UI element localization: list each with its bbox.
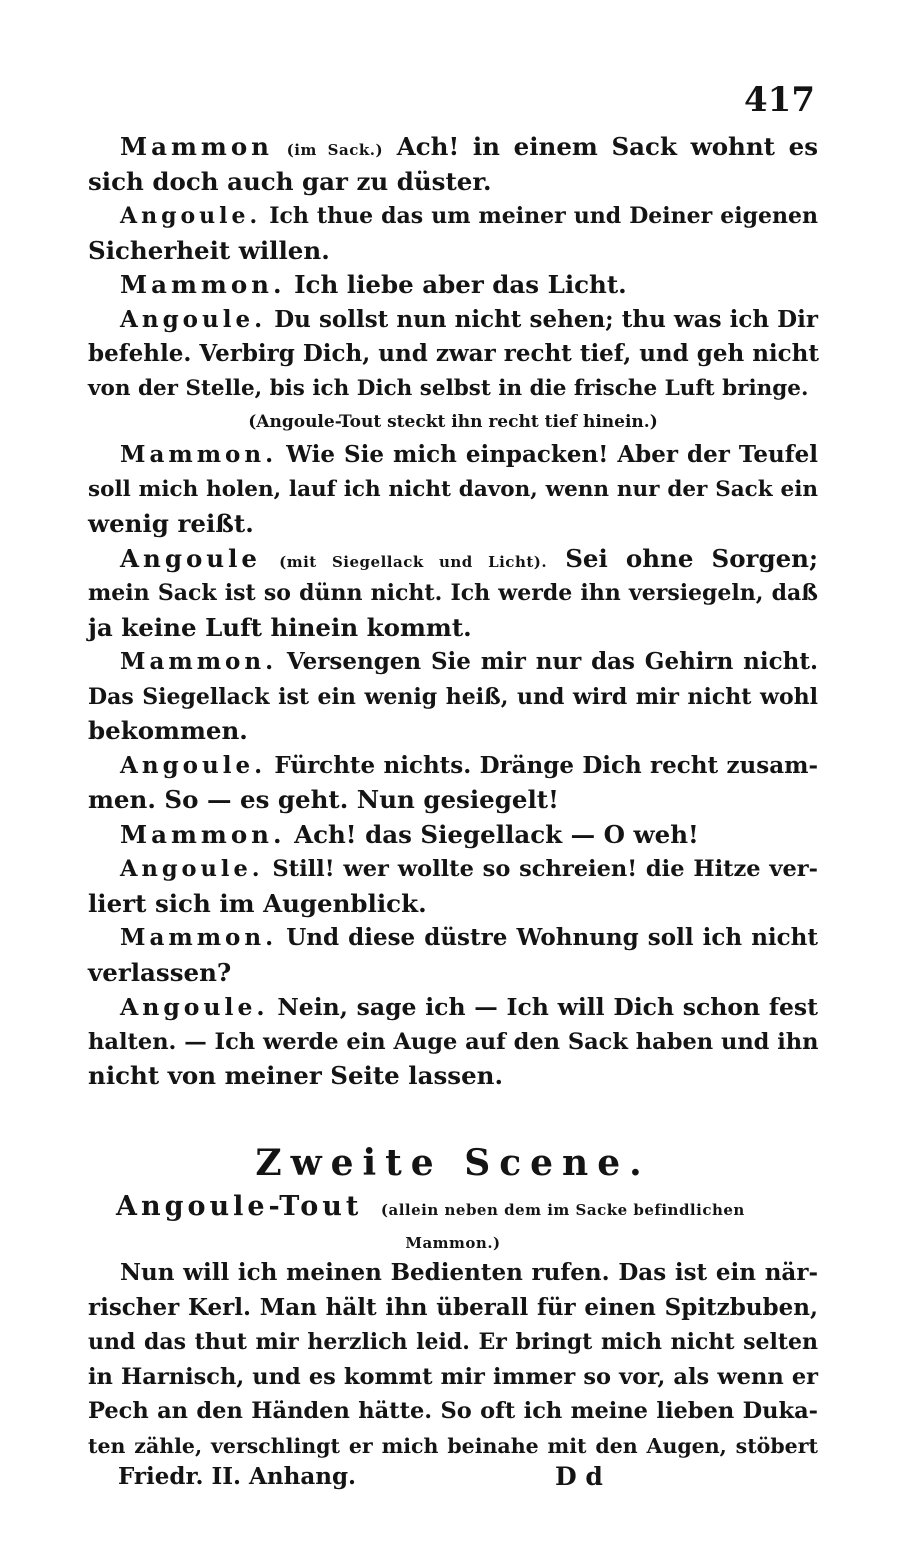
line-text: liert sich im Augenblick.	[88, 888, 427, 918]
dialogue-line	[88, 130, 818, 165]
line-text: men. So — es geht. Nun gesiegelt!	[88, 785, 559, 814]
continuation-line	[88, 576, 818, 611]
speaker-name: Mammon.	[120, 270, 286, 299]
line-text: Wie Sie mich einpacken! Aber der Teufel	[286, 441, 819, 468]
line-text: verlassen?	[88, 957, 232, 987]
line-text: Pech an den Händen hätte. So oft ich meine lieben Duka-	[88, 1398, 818, 1424]
stage-direction	[88, 406, 818, 438]
scene-heading-name: Angoule-Tout	[116, 1190, 363, 1222]
speaker-name: Mammon.	[120, 819, 286, 849]
line-text: rischer Kerl. Man hält ihn überall für einen Spitzbuben,	[88, 1293, 818, 1321]
speaker-name: Angoule.	[120, 203, 262, 229]
stage-note: (im Sack.)	[286, 141, 384, 159]
section-gap	[88, 1094, 818, 1136]
speaker-name: Angoule.	[120, 856, 264, 882]
line-text: ten zähle, verschlingt er mich beinahe mit den Augen, stöbert	[88, 1433, 818, 1458]
scene-title: Zweite Scene.	[255, 1141, 651, 1184]
line-text: Das Siegellack ist ein wenig heiß, und wird mir nicht wohl	[88, 683, 818, 710]
line-text: in Harnisch, und es kommt mir immer so vor, als wenn er	[88, 1363, 818, 1390]
line-text: soll mich holen, lauf ich nicht davon, wenn nur der Sack ein	[88, 476, 818, 502]
line-text: bekommen.	[88, 716, 248, 745]
line-text: Und diese düstre Wohnung soll ich nicht	[286, 924, 819, 951]
dialogue-line	[88, 921, 818, 956]
page-number: 417	[744, 80, 815, 120]
line-text: ja keine Luft hinein kommt.	[88, 612, 472, 642]
line-text: Still! wer wollte so schreien! die Hitze ver-	[272, 856, 818, 882]
continuation-line	[88, 611, 818, 646]
dialogue-line	[88, 303, 818, 338]
scene-text	[88, 1256, 818, 1463]
line-text: und das thut mir herzlich leid. Er bringt mich nicht selten	[88, 1329, 818, 1355]
dialogue-line	[88, 990, 818, 1025]
prose-line	[88, 1291, 818, 1326]
prose-line	[88, 1360, 818, 1395]
speaker-name: Mammon.	[120, 924, 278, 951]
continuation-line	[88, 1025, 818, 1060]
line-text: Ich thue das um meiner und Deiner eigenen	[269, 203, 818, 229]
continuation-line	[88, 165, 818, 200]
scene-heading-note-2: Mammon.)	[405, 1234, 501, 1252]
page-footer	[118, 1457, 818, 1497]
dialogue-line	[88, 852, 818, 887]
continuation-line	[88, 234, 818, 269]
speaker-name: Angoule.	[120, 305, 267, 333]
speaker-name: Angoule	[120, 543, 262, 573]
dialogue-line	[88, 268, 818, 303]
line-text: halten. — Ich werde ein Auge auf den Sack haben und ihn	[88, 1028, 819, 1055]
line-text: Nun will ich meinen Bedienten rufen. Das ist ein när-	[120, 1259, 818, 1286]
speaker-name: Mammon	[120, 132, 273, 161]
continuation-line	[88, 1059, 818, 1094]
prose-line	[88, 1394, 818, 1429]
line-text: Nein, sage ich — Ich will Dich schon fest	[277, 993, 819, 1021]
line-text: sich doch auch gar zu düster.	[88, 166, 492, 196]
line-text: Ach! in einem Sack wohnt es	[396, 132, 819, 161]
continuation-line	[88, 507, 818, 542]
speaker-name: Angoule.	[120, 751, 267, 779]
continuation-line	[88, 783, 818, 818]
speaker-name: Mammon.	[120, 648, 278, 675]
stage-note: (mit Siegellack und Licht).	[279, 552, 548, 571]
line-text: von der Stelle, bis ich Dich selbst in die frische Luft bringe.	[88, 375, 809, 401]
continuation-line	[88, 372, 818, 407]
continuation-line	[88, 887, 818, 922]
line-text: Sei ohne Sorgen;	[565, 543, 819, 573]
scene-heading-cont	[88, 1224, 818, 1256]
sheet-mark: D d	[555, 1462, 603, 1491]
dialogue-line	[88, 199, 818, 234]
dialogue-line	[88, 818, 818, 853]
line-text: Fürchte nichts. Dränge Dich recht zusam-	[274, 751, 818, 779]
line-text: wenig reißt.	[88, 509, 254, 538]
dialogue-line	[88, 542, 818, 577]
dialogue-line	[88, 749, 818, 784]
speaker-name: Mammon.	[120, 441, 278, 468]
line-text: befehle. Verbirg Dich, und zwar recht tief, und geh nicht	[88, 340, 820, 367]
stage-direction-text: (Angoule-Tout steckt ihn recht tief hinein.)	[248, 412, 658, 432]
dialogue-line	[88, 645, 818, 680]
line-text: Versengen Sie mir nur das Gehirn nicht.	[286, 648, 818, 675]
prose-line	[88, 1325, 818, 1360]
line-text: mein Sack ist so dünn nicht. Ich werde ihn versiegeln, daß	[88, 580, 818, 606]
continuation-line	[88, 956, 818, 991]
dialogue-section	[88, 130, 818, 1094]
line-text: Sicherheit willen.	[88, 235, 330, 265]
line-text: Du sollst nun nicht sehen; thu was ich Dir	[274, 305, 818, 333]
page-body	[88, 130, 818, 1463]
continuation-line	[88, 714, 818, 749]
scene-heading	[88, 1190, 818, 1225]
line-text: nicht von meiner Seite lassen.	[88, 1061, 503, 1090]
continuation-line	[88, 337, 818, 372]
scene-heading-note: (allein neben dem im Sacke befindlichen	[380, 1200, 745, 1219]
line-text: Ich liebe aber das Licht.	[294, 270, 627, 299]
dialogue-line	[88, 438, 818, 473]
speaker-name: Angoule.	[120, 993, 269, 1021]
continuation-line	[88, 473, 818, 508]
prose-line	[88, 1256, 818, 1291]
continuation-line	[88, 680, 818, 715]
line-text: Ach! das Siegellack — O weh!	[294, 819, 699, 849]
signature-mark: Friedr. II. Anhang.	[118, 1463, 357, 1490]
